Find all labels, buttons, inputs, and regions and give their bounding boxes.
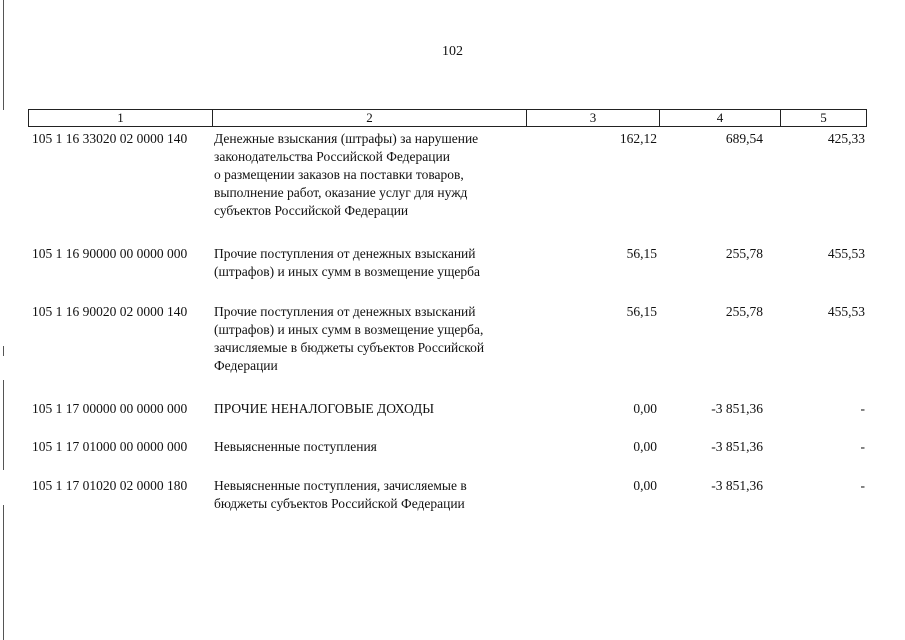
row-name-line: Денежные взыскания (штрафы) за нарушение: [214, 131, 479, 146]
row-value-col3: 56,15: [626, 246, 657, 261]
row-name-line: Прочие поступления от денежных взысканий: [214, 304, 476, 319]
row-value-col3: 0,00: [633, 439, 657, 454]
row-name: [214, 438, 534, 456]
row-value-col4: -3 851,36: [711, 401, 763, 416]
row-name-line: Прочие поступления от денежных взысканий: [214, 246, 476, 261]
row-value-col5: 455,53: [827, 246, 865, 261]
row-name-line: Невыясненные поступления, зачисляемые в: [214, 478, 467, 493]
row-code: 105 1 16 90020 02 0000 140: [32, 304, 188, 319]
row-value-col5: -: [860, 439, 865, 454]
row-name-line: выполнение работ, оказание услуг для нужд: [214, 185, 468, 200]
scan-edge-line-lower: [3, 380, 4, 470]
row-code: 105 1 16 33020 02 0000 140: [32, 131, 188, 146]
row-name: [214, 245, 534, 281]
row-value-col4: 689,54: [725, 131, 763, 146]
header-col-4: 4: [660, 110, 781, 126]
row-value-col5: 455,53: [827, 304, 865, 319]
row-value-col3: 0,00: [633, 401, 657, 416]
row-value-col4: -3 851,36: [711, 439, 763, 454]
row-code: 105 1 17 01020 02 0000 180: [32, 478, 188, 493]
row-name: [214, 477, 534, 513]
row-name-line: (штрафов) и иных сумм в возмещение ущерба,: [214, 322, 484, 337]
row-value-col3: 162,12: [619, 131, 657, 146]
header-col-5: 5: [820, 110, 827, 125]
table-header-row: [28, 109, 867, 127]
row-name-line: Федерации: [214, 358, 278, 373]
row-name-line: законодательства Российской Федерации: [214, 149, 450, 164]
row-name-line: ПРОЧИЕ НЕНАЛОГОВЫЕ ДОХОДЫ: [214, 401, 435, 416]
header-col-3: 3: [527, 110, 660, 126]
row-value-col5: 425,33: [827, 131, 865, 146]
row-name-line: зачисляемые в бюджеты субъектов Российской: [214, 340, 485, 355]
row-name-line: (штрафов) и иных сумм в возмещение ущерба: [214, 264, 480, 279]
row-name: [214, 130, 534, 220]
row-value-col5: -: [860, 478, 865, 493]
page-number: 102: [442, 44, 463, 59]
row-code: 105 1 17 00000 00 0000 000: [32, 401, 188, 416]
row-name-line: о размещении заказов на поставки товаров,: [214, 167, 464, 182]
row-name-line: Невыясненные поступления: [214, 439, 377, 454]
scan-edge-line-bottom: [3, 505, 4, 640]
row-value-col3: 0,00: [633, 478, 657, 493]
row-name: [214, 303, 534, 375]
row-value-col5: -: [860, 401, 865, 416]
header-col-2: 2: [213, 110, 527, 126]
row-value-col4: 255,78: [725, 304, 763, 319]
row-value-col3: 56,15: [626, 304, 657, 319]
row-name-line: бюджеты субъектов Российской Федерации: [214, 496, 465, 511]
row-code: 105 1 16 90000 00 0000 000: [32, 246, 188, 261]
row-name-line: субъектов Российской Федерации: [214, 203, 409, 218]
scan-edge-line-mid: [3, 346, 4, 356]
row-value-col4: 255,78: [725, 246, 763, 261]
header-col-1: 1: [29, 110, 213, 126]
row-value-col4: -3 851,36: [711, 478, 763, 493]
row-name: [214, 400, 534, 418]
row-code: 105 1 17 01000 00 0000 000: [32, 439, 188, 454]
